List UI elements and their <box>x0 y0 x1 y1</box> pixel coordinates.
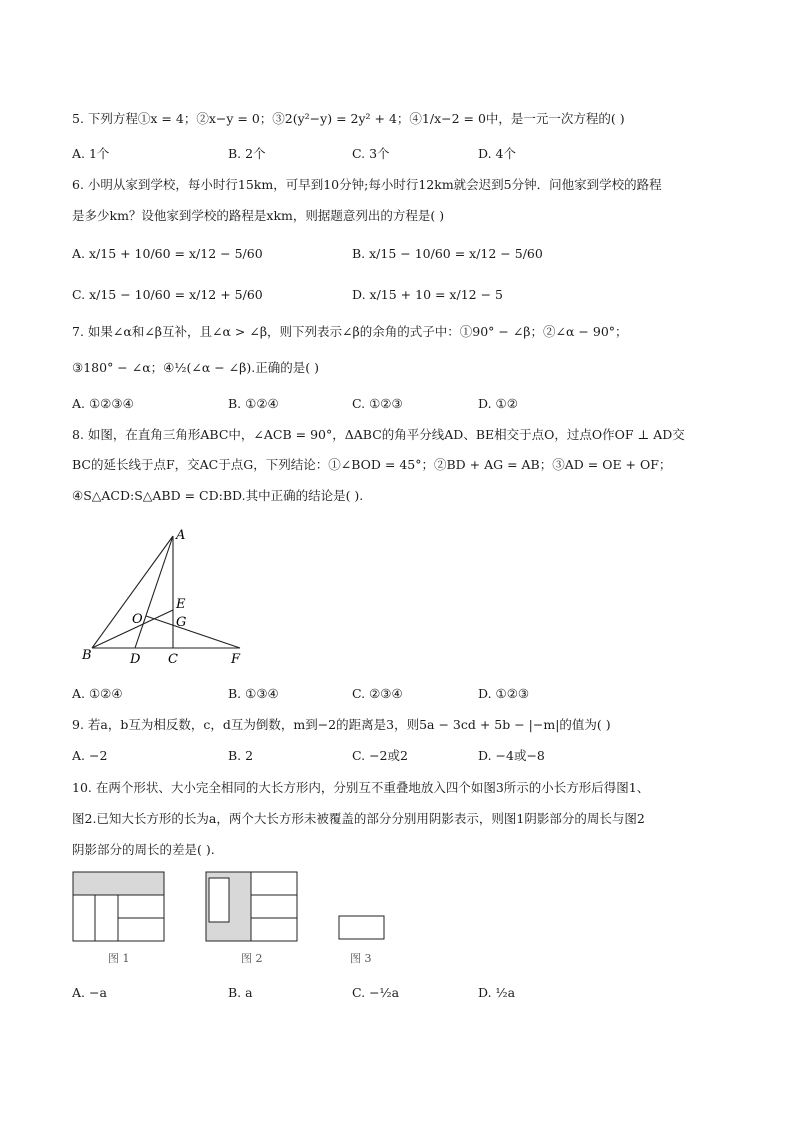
q8-stem-line1: 8. 如图，在直角三角形ABC中，∠ACB = 90°，ΔABC的角平分线AD、BE相交于点O，过点O作OF ⊥ AD交 <box>72 427 685 442</box>
q8-option-a: A. ①②④ <box>72 686 123 701</box>
figure-3-small-rectangle <box>338 915 386 943</box>
q10-stem-line3: 阴影部分的周长的差是( ). <box>72 842 215 857</box>
q8-option-b: B. ①③④ <box>228 686 279 701</box>
q9-option-b: B. 2 <box>228 748 254 763</box>
q8-triangle-figure <box>80 528 260 668</box>
label-g: G <box>176 615 187 630</box>
q8-stem-line3: ④S△ACD:S△ABD = CD:BD.其中正确的结论是( ). <box>72 488 364 503</box>
q7-option-c: C. ①②③ <box>352 396 403 411</box>
label-d: D <box>130 652 141 667</box>
label-e: E <box>176 597 186 612</box>
q5-stem: 5. 下列方程①x = 4；②x−y = 0；③2(y²−y) = 2y² + 4；④1/x−2 = 0中，是一元一次方程的( ) <box>72 111 625 126</box>
q7-option-a: A. ①②③④ <box>72 396 134 411</box>
label-c: C <box>168 652 178 667</box>
figure-1-caption: 图 1 <box>108 952 130 965</box>
q10-option-b: B. a <box>228 985 253 1000</box>
q5-option-b: B. 2个 <box>228 146 266 161</box>
q8-option-c: C. ②③④ <box>352 686 403 701</box>
q10-stem-line1: 10. 在两个形状、大小完全相同的大长方形内，分别互不重叠地放入四个如图3所示的小长方形后得图1、 <box>72 780 650 795</box>
label-o: O <box>132 612 143 627</box>
q10-stem-line2: 图2.已知大长方形的长为a，两个大长方形未被覆盖的部分分别用阴影表示，则图1阴影部分的周长与图2 <box>72 811 645 826</box>
q9-option-c: C. −2或2 <box>352 748 408 763</box>
q6-stem-line1: 6. 小明从家到学校，每小时行15km，可早到10分钟;每小时行12km就会迟到5分钟．问他家到学校的路程 <box>72 177 662 192</box>
q9-option-d: D. −4或−8 <box>478 748 545 763</box>
figure-3-caption: 图 3 <box>350 952 372 965</box>
q7-option-d: D. ①② <box>478 396 518 411</box>
q9-option-a: A. −2 <box>72 748 108 763</box>
q6-option-a: A. x/15 + 10/60 = x/12 − 5/60 <box>72 246 263 261</box>
q6-option-b: B. x/15 − 10/60 = x/12 − 5/60 <box>352 246 543 261</box>
q6-option-d: D. x/15 + 10 = x/12 − 5 <box>352 287 503 302</box>
label-b: B <box>82 648 92 663</box>
label-a: A <box>176 528 186 543</box>
q7-stem-line2: ③180° − ∠α；④½(∠α − ∠β).正确的是( ) <box>72 360 319 375</box>
figure-2-caption: 图 2 <box>241 952 263 965</box>
q10-option-a: A. −a <box>72 985 107 1000</box>
q10-option-c: C. −½a <box>352 985 400 1000</box>
q5-option-c: C. 3个 <box>352 146 390 161</box>
q7-stem-line1: 7. 如果∠α和∠β互补，且∠α > ∠β，则下列表示∠β的余角的式子中：①90° − ∠β；②∠α − 90°； <box>72 324 628 339</box>
q5-option-a: A. 1个 <box>72 146 110 161</box>
q8-option-d: D. ①②③ <box>478 686 530 701</box>
label-f: F <box>231 652 241 667</box>
q6-option-c: C. x/15 − 10/60 = x/12 + 5/60 <box>72 287 263 302</box>
q5-option-d: D. 4个 <box>478 146 516 161</box>
q10-option-d: D. ½a <box>478 985 516 1000</box>
q7-option-b: B. ①②④ <box>228 396 279 411</box>
figure-1-rectangles <box>72 871 166 943</box>
q9-stem: 9. 若a，b互为相反数，c，d互为倒数，m到−2的距离是3，则5a − 3cd + 5b − |−m|的值为( ) <box>72 717 611 732</box>
q8-stem-line2: BC的延长线于点F，交AC于点G，下列结论：①∠BOD = 45°；②BD + AG = AB；③AD = OE + OF； <box>72 457 672 472</box>
q6-stem-line2: 是多少km？设他家到学校的路程是xkm，则据题意列出的方程是( ) <box>72 208 445 223</box>
figure-2-rectangles <box>205 871 299 943</box>
